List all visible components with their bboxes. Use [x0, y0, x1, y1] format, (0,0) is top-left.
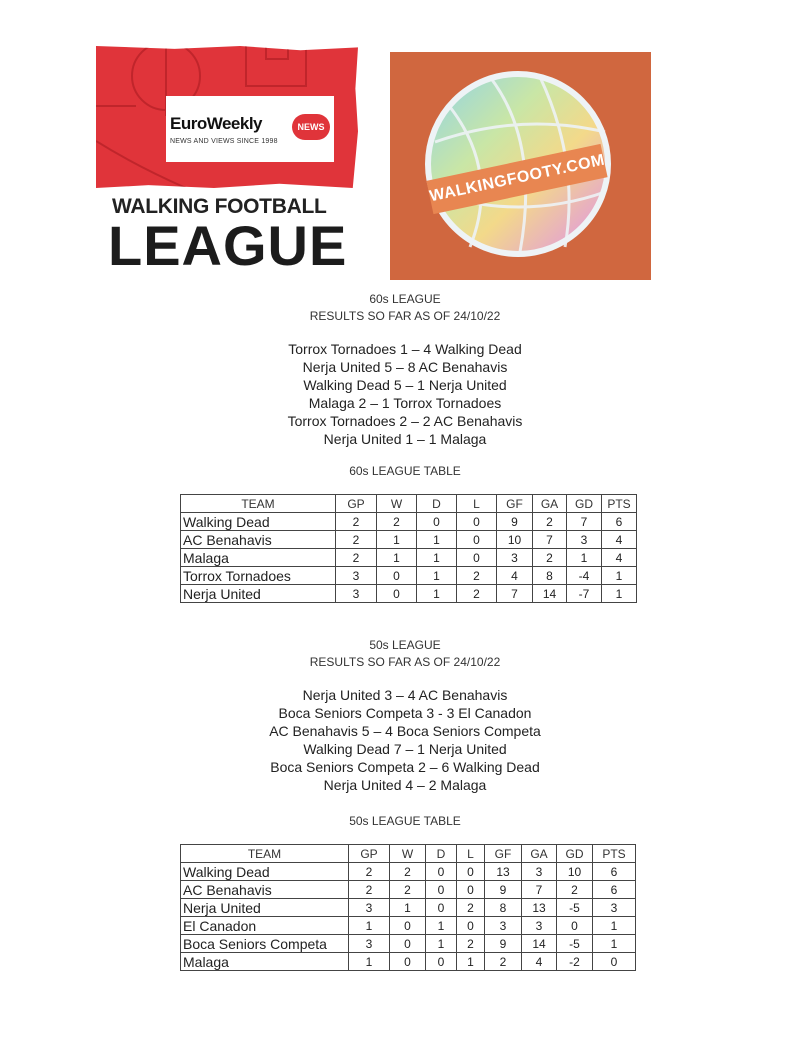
- stat-cell: 13: [485, 863, 522, 881]
- stat-cell: 3: [522, 863, 557, 881]
- result-line: Nerja United 3 – 4 AC Benahavis: [302, 687, 508, 703]
- league50-subtitle: RESULTS SO FAR AS OF 24/10/22: [309, 655, 501, 669]
- league60-subtitle: RESULTS SO FAR AS OF 24/10/22: [309, 309, 501, 323]
- stat-cell: 7: [533, 531, 567, 549]
- stat-cell: 2: [457, 899, 485, 917]
- stat-cell: 1: [457, 953, 485, 971]
- stat-cell: 2: [533, 549, 567, 567]
- column-header: L: [457, 495, 497, 513]
- result-line: Boca Seniors Competa 2 – 6 Walking Dead: [270, 759, 540, 775]
- column-header: GP: [349, 845, 390, 863]
- brand-tagline: NEWS AND VIEWS SINCE 1998: [170, 138, 278, 145]
- stat-cell: 1: [377, 549, 417, 567]
- table-row: [181, 549, 637, 567]
- stat-cell: 0: [593, 953, 636, 971]
- result-line: Boca Seniors Competa 3 - 3 El Canadon: [278, 705, 532, 721]
- stat-cell: 1: [417, 549, 457, 567]
- column-header: GD: [567, 495, 602, 513]
- table-row: [181, 513, 637, 531]
- stat-cell: 10: [557, 863, 593, 881]
- result-line: Nerja United 1 – 1 Malaga: [323, 431, 487, 447]
- result-line: Malaga 2 – 1 Torrox Tornadoes: [308, 395, 502, 411]
- team-name-cell: Nerja United: [181, 899, 349, 917]
- stat-cell: 2: [336, 531, 377, 549]
- stat-cell: 0: [390, 917, 426, 935]
- stat-cell: 0: [390, 935, 426, 953]
- result-line: Nerja United 5 – 8 AC Benahavis: [302, 359, 508, 375]
- table-row: [181, 917, 636, 935]
- team-name-cell: Walking Dead: [181, 863, 349, 881]
- table-row: [181, 899, 636, 917]
- team-name-cell: Malaga: [181, 549, 336, 567]
- table-row: [181, 567, 637, 585]
- stat-cell: 7: [522, 881, 557, 899]
- result-line: Torrox Tornadoes 2 – 2 AC Benahavis: [287, 413, 523, 429]
- table-row: [181, 881, 636, 899]
- result-line: AC Benahavis 5 – 4 Boca Seniors Competa: [269, 723, 541, 739]
- table-header-row: [181, 495, 637, 513]
- stat-cell: 3: [336, 585, 377, 603]
- stat-cell: 3: [522, 917, 557, 935]
- league50-table: [180, 844, 636, 971]
- league50-results: [0, 686, 810, 794]
- stat-cell: 2: [457, 935, 485, 953]
- stat-cell: 13: [522, 899, 557, 917]
- league60-table-title: 60s LEAGUE TABLE: [349, 464, 461, 478]
- column-header: GP: [336, 495, 377, 513]
- column-header: GA: [522, 845, 557, 863]
- stat-cell: 0: [377, 585, 417, 603]
- stat-cell: 0: [426, 899, 457, 917]
- news-badge: NEWS: [292, 114, 330, 140]
- stat-cell: 10: [497, 531, 533, 549]
- stat-cell: 6: [602, 513, 637, 531]
- table-row: [181, 585, 637, 603]
- stat-cell: -7: [567, 585, 602, 603]
- stat-cell: 1: [417, 585, 457, 603]
- brand-name: EuroWeekly: [170, 114, 263, 133]
- stat-cell: 0: [457, 513, 497, 531]
- stat-cell: 14: [533, 585, 567, 603]
- team-name-cell: Torrox Tornadoes: [181, 567, 336, 585]
- column-header: TEAM: [181, 495, 336, 513]
- stat-cell: -4: [567, 567, 602, 585]
- stat-cell: 7: [567, 513, 602, 531]
- stat-cell: 1: [426, 935, 457, 953]
- column-header: GF: [485, 845, 522, 863]
- league50-table-title: 50s LEAGUE TABLE: [349, 814, 461, 828]
- result-line: Walking Dead 7 – 1 Nerja United: [303, 741, 507, 757]
- column-header: GD: [557, 845, 593, 863]
- stat-cell: 3: [349, 899, 390, 917]
- stat-cell: 0: [417, 513, 457, 531]
- stat-cell: 4: [522, 953, 557, 971]
- column-header: D: [426, 845, 457, 863]
- stat-cell: 1: [377, 531, 417, 549]
- stat-cell: 0: [457, 531, 497, 549]
- stat-cell: 1: [593, 917, 636, 935]
- stat-cell: 0: [426, 863, 457, 881]
- stat-cell: 1: [567, 549, 602, 567]
- team-name-cell: Malaga: [181, 953, 349, 971]
- team-name-cell: AC Benahavis: [181, 881, 349, 899]
- stat-cell: -5: [557, 935, 593, 953]
- stat-cell: 6: [593, 863, 636, 881]
- team-name-cell: AC Benahavis: [181, 531, 336, 549]
- table-row: [181, 953, 636, 971]
- walkingfooty-label: WALKINGFOOTY.COM: [426, 144, 607, 214]
- stat-cell: 2: [336, 513, 377, 531]
- stat-cell: 2: [557, 881, 593, 899]
- stat-cell: 1: [349, 953, 390, 971]
- league60-table: [180, 494, 637, 603]
- stat-cell: 2: [377, 513, 417, 531]
- result-line: Torrox Tornadoes 1 – 4 Walking Dead: [288, 341, 522, 357]
- table-row: [181, 863, 636, 881]
- stat-cell: 3: [567, 531, 602, 549]
- stat-cell: 2: [457, 585, 497, 603]
- team-name-cell: El Canadon: [181, 917, 349, 935]
- stat-cell: 0: [377, 567, 417, 585]
- headline-line2: LEAGUE: [108, 214, 348, 277]
- stat-cell: 2: [390, 863, 426, 881]
- column-header: PTS: [602, 495, 637, 513]
- stat-cell: 2: [485, 953, 522, 971]
- league60-results: [0, 340, 810, 448]
- stat-cell: 2: [336, 549, 377, 567]
- team-name-cell: Boca Seniors Competa: [181, 935, 349, 953]
- stat-cell: 4: [602, 531, 637, 549]
- stat-cell: 4: [497, 567, 533, 585]
- walkingfooty-logo-panel: [390, 52, 651, 280]
- result-line: Walking Dead 5 – 1 Nerja United: [303, 377, 507, 393]
- stat-cell: 1: [593, 935, 636, 953]
- team-name-cell: Walking Dead: [181, 513, 336, 531]
- stat-cell: 1: [417, 531, 457, 549]
- stat-cell: 9: [497, 513, 533, 531]
- stat-cell: 8: [533, 567, 567, 585]
- league50-heading: [0, 637, 810, 671]
- stat-cell: 2: [457, 567, 497, 585]
- table-header-row: [181, 845, 636, 863]
- headline-line1: WALKING FOOTBALL: [112, 195, 327, 218]
- stat-cell: 1: [426, 917, 457, 935]
- stat-cell: 6: [593, 881, 636, 899]
- column-header: W: [390, 845, 426, 863]
- league50-title: 50s LEAGUE: [369, 638, 441, 652]
- column-header: L: [457, 845, 485, 863]
- euroweekly-logo: [166, 96, 334, 162]
- stat-cell: 3: [593, 899, 636, 917]
- euroweekly-banner: [96, 46, 358, 278]
- stat-cell: 1: [417, 567, 457, 585]
- stat-cell: 0: [426, 881, 457, 899]
- table-row: [181, 531, 637, 549]
- column-header: W: [377, 495, 417, 513]
- column-header: GF: [497, 495, 533, 513]
- stat-cell: -5: [557, 899, 593, 917]
- stat-cell: 9: [485, 935, 522, 953]
- stat-cell: 8: [485, 899, 522, 917]
- stat-cell: 3: [349, 935, 390, 953]
- stat-cell: 1: [602, 567, 637, 585]
- stat-cell: 1: [349, 917, 390, 935]
- stat-cell: 7: [497, 585, 533, 603]
- stat-cell: 3: [497, 549, 533, 567]
- column-header: D: [417, 495, 457, 513]
- stat-cell: 1: [390, 899, 426, 917]
- stat-cell: 1: [602, 585, 637, 603]
- stat-cell: 0: [426, 953, 457, 971]
- stat-cell: 0: [457, 863, 485, 881]
- stat-cell: 2: [533, 513, 567, 531]
- result-line: Nerja United 4 – 2 Malaga: [323, 777, 487, 793]
- stat-cell: 0: [557, 917, 593, 935]
- stat-cell: 2: [390, 881, 426, 899]
- stat-cell: -2: [557, 953, 593, 971]
- stat-cell: 9: [485, 881, 522, 899]
- stat-cell: 3: [336, 567, 377, 585]
- team-name-cell: Nerja United: [181, 585, 336, 603]
- league60-title: 60s LEAGUE: [369, 292, 441, 306]
- league60-heading: [0, 291, 810, 325]
- column-header: TEAM: [181, 845, 349, 863]
- stat-cell: 2: [349, 863, 390, 881]
- stat-cell: 0: [457, 881, 485, 899]
- column-header: PTS: [593, 845, 636, 863]
- table-row: [181, 935, 636, 953]
- stat-cell: 0: [390, 953, 426, 971]
- stat-cell: 4: [602, 549, 637, 567]
- stat-cell: 3: [485, 917, 522, 935]
- stat-cell: 0: [457, 917, 485, 935]
- stat-cell: 2: [349, 881, 390, 899]
- stat-cell: 14: [522, 935, 557, 953]
- column-header: GA: [533, 495, 567, 513]
- stat-cell: 0: [457, 549, 497, 567]
